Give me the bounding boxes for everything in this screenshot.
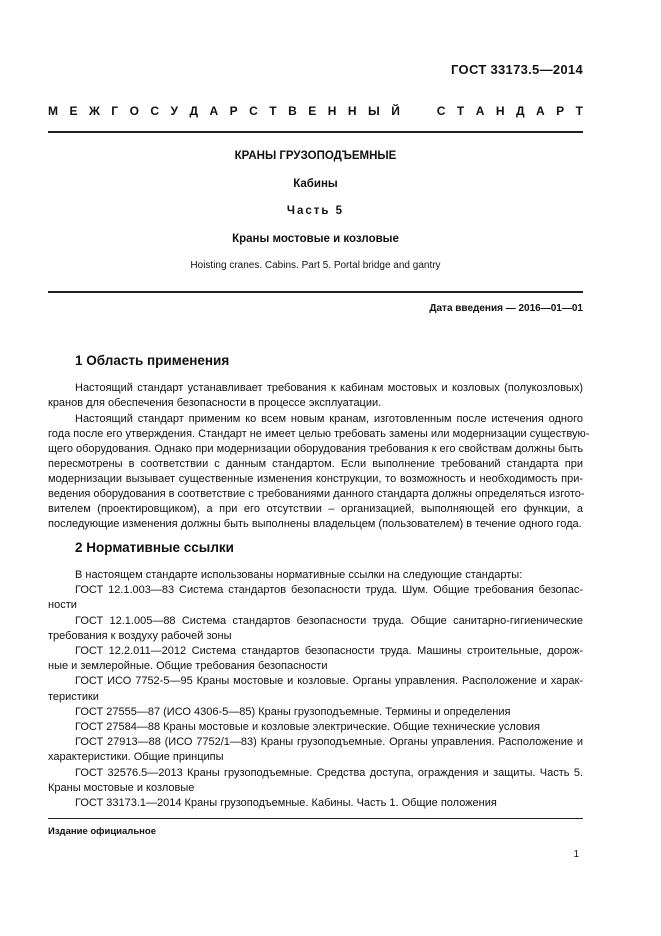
banner-letter: Е xyxy=(308,104,317,118)
main-title: КРАНЫ ГРУЗОПОДЪЕМНЫЕ xyxy=(234,150,397,162)
banner-letter: О xyxy=(129,104,139,118)
top-rule xyxy=(48,131,583,133)
banner-letter: У xyxy=(170,104,178,118)
reference-line: теристики xyxy=(48,690,99,703)
text-line: модернизации вызывает существенные изменения конструкции, то возможность и необходимость при- xyxy=(48,473,583,485)
reference-line: ГОСТ 27913—88 (ИСО 7752/1—83) Краны грузоподъемные. Органы управления. Расположение и xyxy=(75,736,583,749)
banner-letter: В xyxy=(288,104,297,118)
text-line: ведения оборудования в соответствие с требованиями данного стандарта должны определяться изгото- xyxy=(48,488,585,500)
reference-line: ГОСТ 27584—88 Краны мостовые и козловые электрические. Общие технические условия xyxy=(75,721,540,734)
banner-letter: С xyxy=(150,104,160,118)
text-line: пересмотрены в соответствии с данным стандартом. Если выполнение требований стандарта при xyxy=(48,458,583,470)
banner-gap xyxy=(411,104,425,118)
reference-line: ГОСТ 32576.5—2013 Краны грузоподъемные. Средства доступа, ограждения и защиты. Часть 5. xyxy=(75,766,583,779)
part-label: Часть 5 xyxy=(286,205,345,217)
section-1-paragraph-2 xyxy=(48,412,590,532)
banner-letter: Р xyxy=(556,104,565,118)
reference-line: характеристики. Общие принципы xyxy=(48,751,224,764)
banner-letter: Г xyxy=(111,104,119,118)
banner-letter: Т xyxy=(575,104,583,118)
reference-line: Краны мостовые и козловые xyxy=(48,781,195,794)
page-number: 1 xyxy=(573,849,579,860)
banner-letter: А xyxy=(209,104,219,118)
reference-line: ГОСТ 12.1.003—83 Система стандартов безопасности труда. Шум. Общие требования безопас- xyxy=(75,584,583,597)
banner-letter: Е xyxy=(69,104,78,118)
document-id: ГОСТ 33173.5—2014 xyxy=(451,62,583,77)
text-line: последующие изменения должны быть выполнены владельцем (пользователем) в течение одного года. xyxy=(48,518,582,530)
edition-label: Издание официальное xyxy=(48,826,156,837)
reference-line: требования к воздуху рабочей зоны xyxy=(48,629,232,642)
section-1-paragraph-1 xyxy=(48,381,583,411)
banner-letter: Й xyxy=(391,104,400,118)
banner-letter: М xyxy=(48,104,58,118)
reference-line: ГОСТ ИСО 7752-5—95 Краны мостовые и козловые. Органы управления. Расположение и харак- xyxy=(75,675,583,688)
text-line: вителем (проектировщиком), а при его отсутствии – организацией, выполняющей его функции, а xyxy=(48,503,583,515)
banner-letter: Р xyxy=(229,104,238,118)
text-line: щего оборудования. Однако при модернизации оборудования требования к его свойствам должны быть xyxy=(48,443,584,455)
text-line: Настоящий стандарт устанавливает требования к кабинам мостовых и козловых (полукозловых) xyxy=(75,382,583,394)
english-title: Hoisting cranes. Cabins. Part 5. Portal bridge and gantry xyxy=(190,260,441,271)
reference-line: ГОСТ 12.2.011—2012 Система стандартов безопасности труда. Машины строительные, дорож- xyxy=(75,645,583,658)
banner-letter: Н xyxy=(495,104,505,118)
banner-letter: Т xyxy=(269,104,277,118)
introduction-date: Дата введения — 2016—01—01 xyxy=(429,303,583,314)
section-1-heading: 1 Область применения xyxy=(75,353,230,368)
text-line: года после его утверждения. Стандарт не имеет целью требовать замены или модернизации существую- xyxy=(48,428,590,440)
banner-letter: Д xyxy=(189,104,199,118)
part-title: Краны мостовые и козловые xyxy=(232,233,399,245)
banner-letter: Ы xyxy=(367,104,380,118)
banner-letter: С xyxy=(249,104,258,118)
banner-letter: Т xyxy=(456,104,465,118)
banner-letter: Д xyxy=(515,104,525,118)
reference-line: ности xyxy=(48,599,77,612)
references-intro: В настоящем стандарте использованы нормативные ссылки на следующие стандарты: xyxy=(75,569,523,581)
banner-letter: А xyxy=(536,104,545,118)
reference-line: ГОСТ 27555—87 (ИСО 4306-5—85) Краны грузоподъемные. Термины и определения xyxy=(75,705,511,718)
normative-references xyxy=(48,568,583,811)
text-line: Настоящий стандарт применим ко всем новым кранам, изготовленным после истечения одного xyxy=(75,413,583,425)
banner-letter: Н xyxy=(347,104,357,118)
banner-letter: Н xyxy=(327,104,337,118)
section-2-heading: 2 Нормативные ссылки xyxy=(75,540,234,555)
banner-letter: А xyxy=(475,104,485,118)
banner-letter: Ж xyxy=(88,104,100,118)
interstate-standard-banner xyxy=(48,104,583,118)
banner-letter: С xyxy=(436,104,446,118)
text-line: кранов для обеспечения безопасности в процессе эксплуатации. xyxy=(48,397,382,409)
reference-line: ГОСТ 33173.1—2014 Краны грузоподъемные. Кабины. Часть 1. Общие положения xyxy=(75,797,497,810)
subtitle: Кабины xyxy=(293,178,338,190)
reference-line: ные и землеройные. Общие требования безопасности xyxy=(48,660,328,673)
reference-line: ГОСТ 12.1.005—88 Система стандартов безопасности труда. Общие санитарно-гигиенические xyxy=(75,614,583,627)
footer-rule xyxy=(48,818,583,819)
middle-rule xyxy=(48,291,583,293)
